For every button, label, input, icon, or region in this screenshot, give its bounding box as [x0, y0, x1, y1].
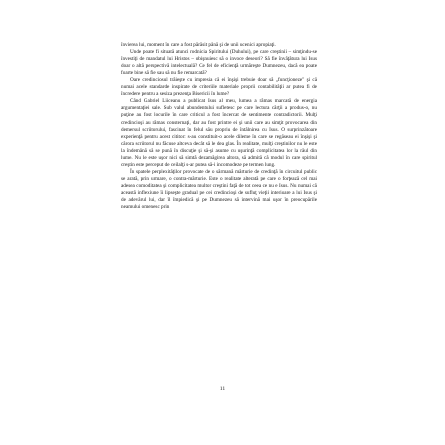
paragraph: Când Gabriel Liiceanu a publicat Isus al meu, lumea a rămas marcată de energia argumentaţiei sale. Sub valul abundentului sufletesc pe care lectura cărţii a produs-o, nu puţine au fost locurile în care criticul a fost încercat de sentimente contradictorii. Mulţi credincioşi au rămas consternaţi, dar au fost printre ei şi unii care au simţit provocarea din demersul scriitorului, fascinat în felul său propriu de întâlnirea cu Isus. O surprinzătoare experienţă pentru acest cititor: s-au constituit-o acele dileme în care se regăseau ei înşişi şi cărora scriitorul nu făcuse altceva decât să le dea glas. În realitate, mulţi creştinilor nu le este la îndemână să se pună în discuţie şi să-şi asume cu uşurinţă complicitatea lor la răul din lume. Nu le este uşor nici să simtă dezamăgirea altora, să admită că modul în care spiritul creştin este perceput de ceilalţi s-ar putea să-i incomodeze pe termen lung. — [121, 98, 317, 168]
paragraph: În spatele perplexităţilor provocate de o sărmană mărturie de credinţă în circuitul public se arată, prin urmare, o contra-mărturie. Este o realitate alterată pe care o forţează cel mai adesea comoditatea şi complicitatea multor creştini faţă de tot ceea ce nu e Isus. Nu numai că această inflexiune îi lipseşte gradual pe cei credincioşi de sufluţ vieţii interioare a lui Isus şi de adevărul lui, dar îl împiedică şi pe Dumnezeu să intervină mai uşor în preocupările neamului omenesc prin — [121, 168, 317, 211]
paragraph: Unde poate fi situată atunci rodnicia Spiritului (Duhului), pe care creştinii – simţindu-se învestiţi de mandatul lui Hristos – obişnuiesc să o invoce deseori? Să fie învăţătura lui Isus doar o altă perspectivă intelectuală? Ce fel de eficienţă urmăreşte Dumnezeu, dacă ea poate foarte bine să fie sau să nu fie remarcată? — [121, 49, 317, 77]
paragraph: Oare credinciosul trăieşte cu impresia că ei înşişi trebuie doar să „funcţioneze" şi că numai acele standarde inspirate de criteriile materiale proprii contabilităţii ar putea fi de încredere pentru a sesiza prezenţa Bisericii în lume? — [121, 77, 317, 98]
page-number: 11 — [219, 386, 226, 392]
body-text — [121, 42, 317, 211]
paragraph-continuation: învierea lui, moment în care a fost părăsit până şi de unii ucenici apropiaţi. — [121, 42, 276, 48]
